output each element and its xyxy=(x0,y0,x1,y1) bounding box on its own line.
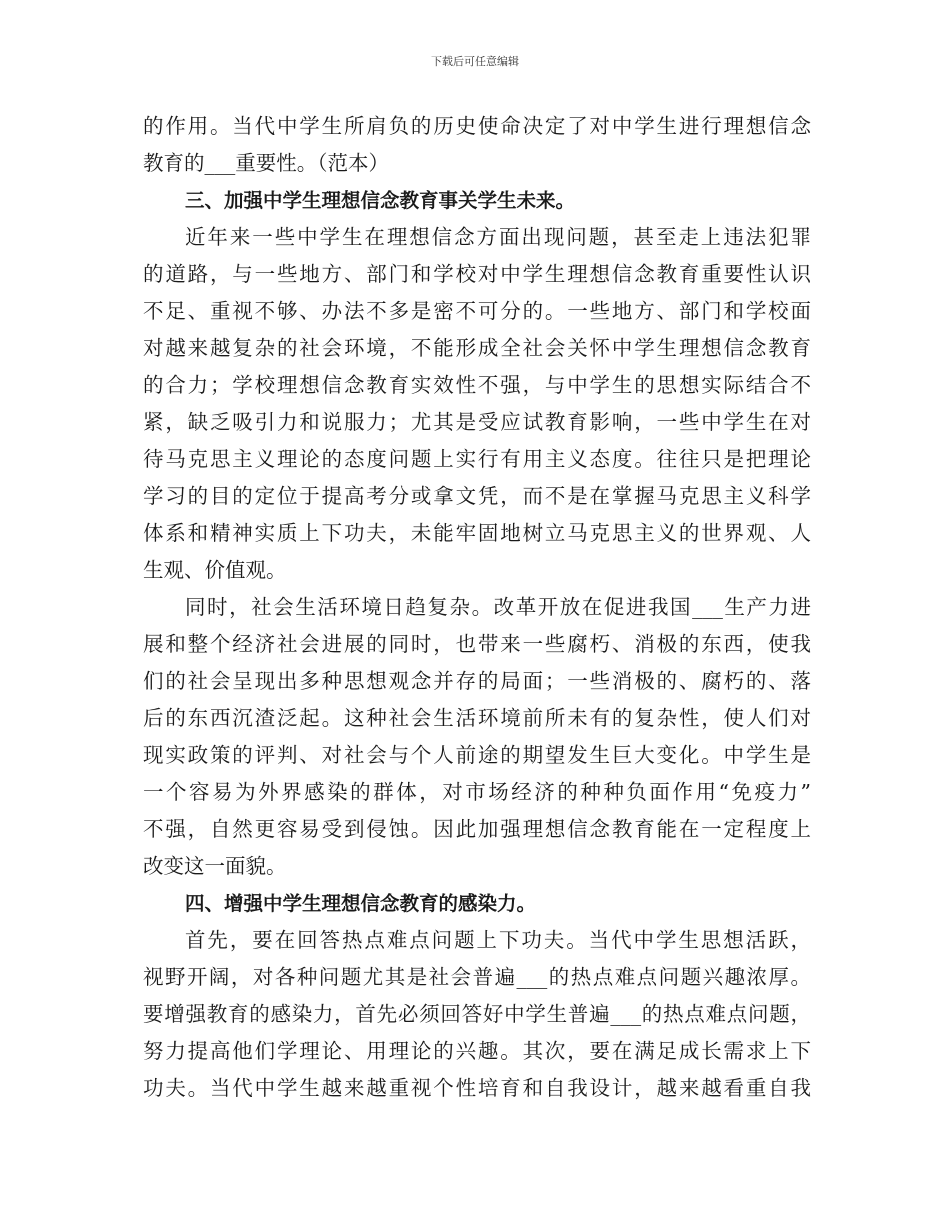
paragraph-line: 要增强教育的感染力，首先必须回答好中学生普遍___的热点难点问题， xyxy=(143,1002,811,1026)
paragraph-line: 不足、重视不够、办法不多是密不可分的。一些地方、部门和学校面 xyxy=(143,299,811,323)
paragraph-line: 近年来一些中学生在理想信念方面出现问题，甚至走上违法犯罪 xyxy=(185,225,811,249)
paragraph-line: 努力提高他们学理论、用理论的兴趣。其次，要在满足成长需求上下 xyxy=(143,1039,811,1063)
paragraph-line: 的作用。当代中学生所肩负的历史使命决定了对中学生进行理想信念 xyxy=(143,114,811,138)
paragraph-line: 紧，缺乏吸引力和说服力；尤其是受应试教育影响，一些中学生在对 xyxy=(143,410,811,434)
paragraph-line: 的合力；学校理想信念教育实效性不强，与中学生的思想实际结合不 xyxy=(143,373,811,397)
paragraph-line: 生观、价值观。 xyxy=(143,558,287,582)
paragraph-line: 的道路，与一些地方、部门和学校对中学生理想信念教育重要性认识 xyxy=(143,262,811,286)
paragraph-line: 待马克思主义理论的态度问题上实行有用主义态度。往往只是把理论 xyxy=(143,447,811,471)
paragraph-line: 视野开阔，对各种问题尤其是社会普遍___的热点难点问题兴趣浓厚。 xyxy=(143,965,811,989)
page-header: 下载后可任意编辑 xyxy=(431,55,519,68)
paragraph-line: 一个容易为外界感染的群体，对市场经济的种种负面作用“免疫力” xyxy=(143,780,811,804)
paragraph-line: 首先，要在回答热点难点问题上下功夫。当代中学生思想活跃， xyxy=(185,928,811,952)
section-heading: 三、加强中学生理想信念教育事关学生未来。 xyxy=(185,189,576,212)
paragraph-line: 现实政策的评判、对社会与个人前途的期望发生巨大变化。中学生是 xyxy=(143,743,811,767)
section-heading: 四、增强中学生理想信念教育的感染力。 xyxy=(185,892,537,915)
paragraph-line: 学习的目的定位于提高考分或拿文凭，而不是在掌握马克思主义科学 xyxy=(143,484,811,508)
paragraph-line: 体系和精神实质上下功夫，未能牢固地树立马克思主义的世界观、人 xyxy=(143,521,811,545)
paragraph-line: 们的社会呈现出多种思想观念并存的局面；一些消极的、腐朽的、落 xyxy=(143,669,811,693)
paragraph-line: 功夫。当代中学生越来越重视个性培育和自我设计，越来越看重自我 xyxy=(143,1076,811,1100)
paragraph-line: 展和整个经济社会进展的同时，也带来一些腐朽、消极的东西，使我 xyxy=(143,632,811,656)
paragraph-line: 不强，自然更容易受到侵蚀。因此加强理想信念教育能在一定程度上 xyxy=(143,817,811,841)
paragraph-line: 同时，社会生活环境日趋复杂。改革开放在促进我国___生产力进 xyxy=(185,595,811,619)
document-body xyxy=(143,108,811,1107)
paragraph-line: 后的东西沉渣泛起。这种社会生活环境前所未有的复杂性，使人们对 xyxy=(143,706,811,730)
paragraph-line: 改变这一面貌。 xyxy=(143,854,287,878)
paragraph-line: 教育的___重要性。（范本） xyxy=(143,151,389,175)
paragraph-line: 对越来越复杂的社会环境，不能形成全社会关怀中学生理想信念教育 xyxy=(143,336,811,360)
